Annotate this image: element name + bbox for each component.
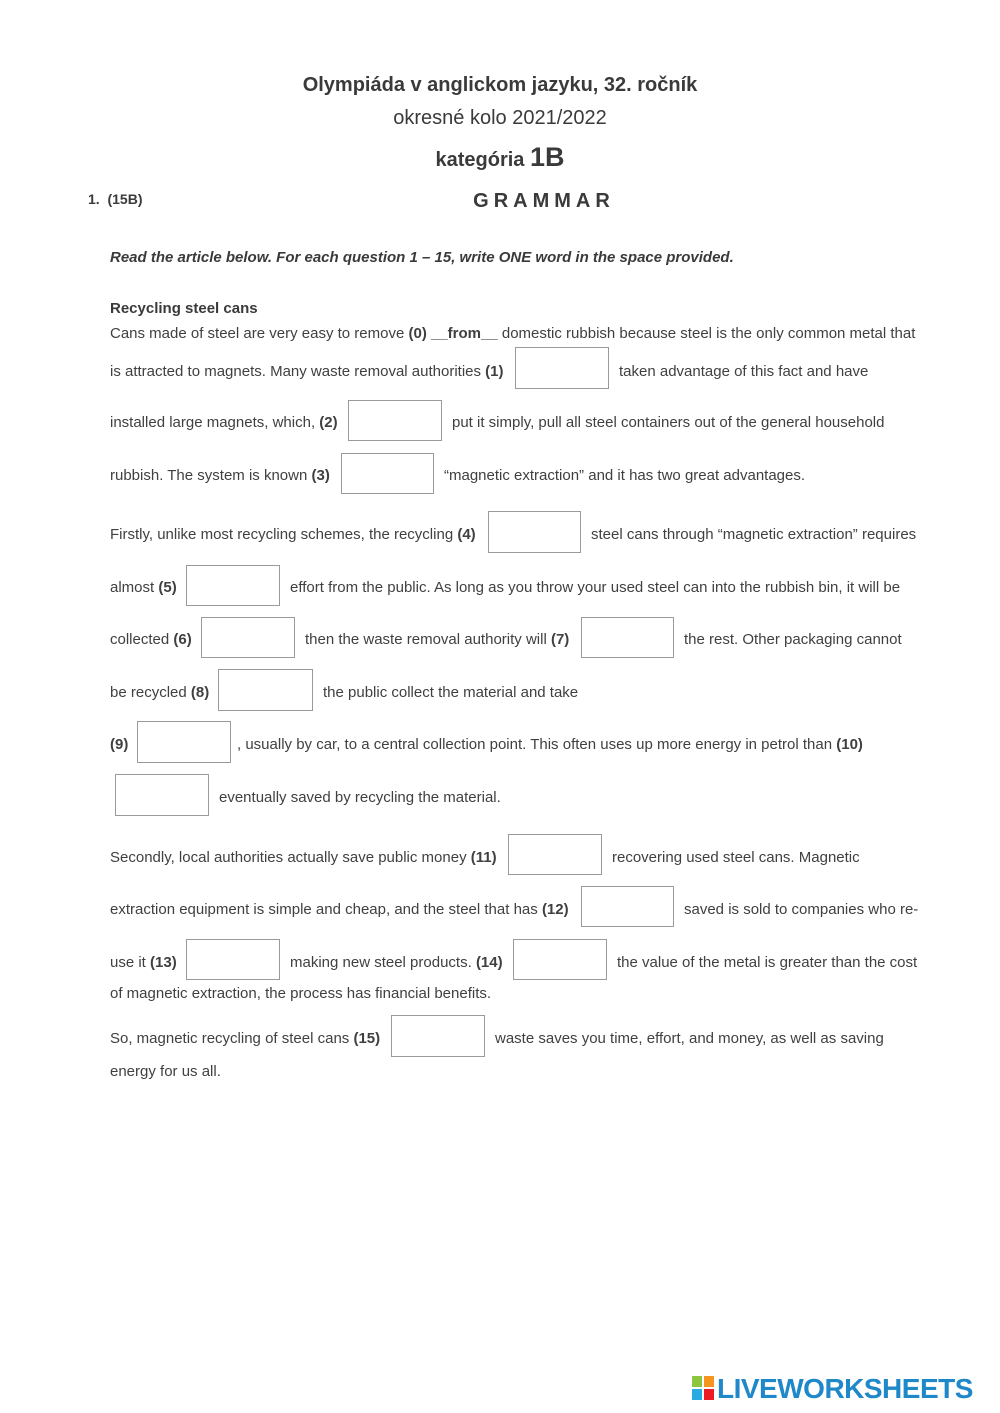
article-line-14: of magnetic extraction, the process has financial benefits.	[110, 985, 492, 1002]
task-points: (15B)	[107, 191, 143, 207]
text-segment: then the waste removal authority will	[305, 631, 551, 648]
text-segment: the value of the metal is greater than the cost	[617, 954, 918, 971]
text-segment: Secondly, local authorities actually save public money	[110, 849, 471, 866]
answer-input-1[interactable]	[515, 347, 609, 389]
text-segment: taken advantage of this fact and have	[619, 363, 869, 380]
answer-input-8[interactable]	[218, 669, 313, 711]
answer-input-3[interactable]	[341, 453, 434, 494]
text-segment: saved is sold to companies who re-	[684, 901, 919, 918]
question-number-0: (0)	[408, 325, 427, 342]
text-segment	[290, 954, 503, 971]
question-number-7: (7)	[550, 631, 570, 648]
question-number-2: (2)	[319, 414, 338, 431]
question-number-14: (14)	[475, 954, 503, 971]
question-number-9: (9)	[110, 736, 129, 753]
question-number-3: (3)	[311, 467, 330, 484]
answer-input-7[interactable]	[581, 617, 674, 658]
text-segment: extraction equipment is simple and cheap, and the steel that has	[110, 901, 542, 918]
article-line-16: energy for us all.	[110, 1063, 221, 1080]
answer-input-12[interactable]	[581, 886, 674, 927]
text-segment: almost	[110, 579, 159, 596]
answer-input-6[interactable]	[201, 617, 295, 658]
article-line-15	[110, 1030, 380, 1047]
text-segment: is attracted to magnets. Many waste removal authorities	[110, 363, 486, 380]
article-heading: Recycling steel cans	[110, 300, 258, 317]
text-segment: be recycled	[110, 684, 191, 701]
article-line-7	[110, 631, 192, 648]
category-label: kategória	[435, 149, 525, 171]
answer-input-14[interactable]	[513, 939, 607, 980]
article-line-4	[110, 467, 330, 484]
text-segment	[237, 736, 863, 753]
answer-input-11[interactable]	[508, 834, 602, 875]
text-segment: Firstly, unlike most recycling schemes, the recycling	[110, 526, 458, 543]
text-segment: rubbish. The system is known	[110, 467, 312, 484]
task-number-value: 1.	[88, 191, 100, 207]
logo-text: LIVEWORKSHEETS	[717, 1373, 973, 1404]
text-segment: domestic rubbish because steel is the only common metal that	[497, 325, 916, 342]
section-title: GRAMMAR	[473, 190, 615, 212]
text-segment: eventually saved by recycling the material.	[219, 789, 501, 806]
question-number-8: (8)	[190, 684, 210, 701]
question-number-11: (11)	[470, 849, 497, 866]
text-segment: collected	[110, 631, 174, 648]
category-code: 1B	[529, 142, 565, 172]
instructions: Read the article below. For each question 1 – 15, write ONE word in the space provided.	[110, 249, 734, 266]
answer-input-13[interactable]	[186, 939, 280, 980]
category-line	[0, 142, 1000, 173]
article-line-1	[110, 325, 915, 342]
logo-tiles-icon	[692, 1376, 714, 1400]
text-segment: use it	[110, 954, 151, 971]
question-number-5: (5)	[158, 579, 177, 596]
question-number-15: (15)	[353, 1030, 381, 1047]
article-line-8	[110, 684, 209, 701]
article-line-2	[110, 363, 504, 380]
text-segment: the public collect the material and take	[323, 684, 579, 701]
article-line-6	[110, 579, 177, 596]
answer-input-10[interactable]	[115, 774, 209, 816]
question-number-13: (13)	[150, 954, 177, 971]
worksheet-subtitle: okresné kolo 2021/2022	[393, 107, 607, 129]
question-number-6: (6)	[173, 631, 192, 648]
worksheet-title: Olympiáda v anglickom jazyku, 32. ročník	[302, 74, 698, 96]
article-line-11	[110, 849, 497, 866]
text-segment: installed large magnets, which,	[110, 414, 320, 431]
question-number-10: (10)	[836, 736, 863, 753]
article-line-12	[110, 901, 569, 918]
answer-input-4[interactable]	[488, 511, 581, 553]
text-segment: , usually by car, to a central collection point. This often uses up more energy in petrol than	[237, 736, 837, 753]
answer-input-5[interactable]	[186, 565, 280, 606]
question-number-1: (1)	[485, 363, 504, 380]
text-segment: “magnetic extraction” and it has two great advantages.	[444, 467, 806, 484]
answer-input-15[interactable]	[391, 1015, 485, 1057]
answer-input-2[interactable]	[348, 400, 442, 441]
text-segment: Cans made of steel are very easy to remove	[110, 325, 409, 342]
article-line-3	[110, 414, 338, 431]
article-line-9	[110, 736, 128, 753]
question-number-12: (12)	[541, 901, 569, 918]
text-segment: making new steel products.	[290, 954, 476, 971]
article-line-5	[110, 526, 476, 543]
article-line-13	[110, 954, 177, 971]
text-segment: So, magnetic recycling of steel cans	[110, 1030, 354, 1047]
answer-input-9[interactable]	[137, 721, 231, 763]
text-segment: waste saves you time, effort, and money, as well as saving	[495, 1030, 884, 1047]
text-segment: the rest. Other packaging cannot	[684, 631, 902, 648]
text-segment	[305, 631, 569, 648]
example-answer: __from__	[431, 325, 498, 342]
text-segment: put it simply, pull all steel containers out of the general household	[452, 414, 885, 431]
text-segment: effort from the public. As long as you throw your used steel can into the rubbish bin, it will be	[290, 579, 901, 596]
text-segment: recovering used steel cans. Magnetic	[612, 849, 860, 866]
question-number-4: (4)	[457, 526, 476, 543]
text-segment: steel cans through “magnetic extraction” requires	[591, 526, 917, 543]
